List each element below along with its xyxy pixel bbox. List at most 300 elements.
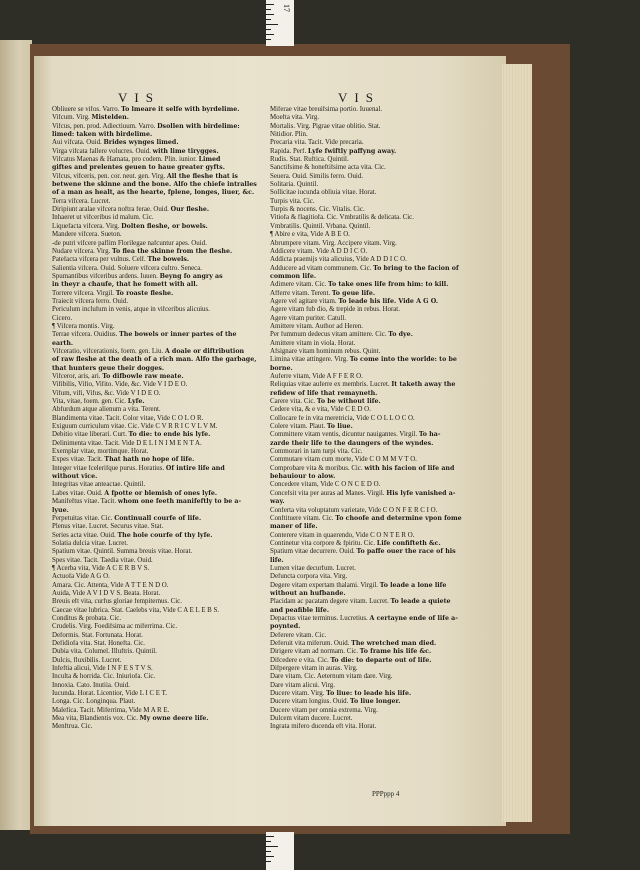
dictionary-line [270, 106, 475, 114]
latin-text: Vifum, vifi, Vifus, &c. Vide V I D E O. [52, 389, 161, 397]
dictionary-line [270, 323, 475, 331]
latin-text: Expes vitae. Tacit. [52, 456, 105, 464]
dictionary-line [52, 373, 257, 381]
latin-text: Innoxia. Cato. Inutiia. Ouid. [52, 681, 130, 689]
latin-text: Dubia vita. Columel. Illuftris. Quintil. [52, 648, 157, 656]
dictionary-line [52, 481, 257, 489]
blackletter-gloss: To paffe ouer the race of his [356, 548, 456, 556]
dictionary-line [52, 181, 257, 189]
blackletter-gloss: Lyfe. [127, 398, 145, 406]
latin-text: Auida, Vide A V I D V S. Beata. Horat. [52, 589, 161, 597]
latin-text: Amittere vitam in viola. Horat. [270, 339, 356, 347]
latin-text: Inhaeret ut vifceribus id malum. Cic. [52, 214, 154, 222]
dictionary-line [270, 623, 475, 631]
dictionary-line [270, 690, 475, 698]
latin-text: Conferta vita voluptatum varietate, Vide C O N F E R C I O. [270, 506, 438, 514]
latin-text: Ducere vitam. Virg. [270, 690, 327, 698]
dictionary-line [52, 340, 257, 348]
dictionary-line [52, 348, 257, 356]
latin-text: Placidam ac pacatam degere vitam. Lucret. [270, 598, 391, 606]
dictionary-line [270, 356, 475, 364]
blackletter-gloss: The bowels or inner partes of the [119, 331, 237, 339]
latin-text: Delinimenta vitae. Tacit. Vide D E L I N I M E N T A. [52, 439, 202, 447]
dictionary-line [52, 548, 257, 556]
latin-text: Integer vitae fcelerifque purus. Horatius. [52, 464, 166, 472]
dictionary-line [270, 607, 475, 615]
latin-text: Continetur vita corpore & fpiritu. Cic. [270, 539, 377, 547]
dictionary-line [52, 456, 257, 464]
dictionary-line [270, 231, 475, 239]
latin-text: Longa. Cic. Longinqua. Plaut. [52, 698, 136, 706]
dictionary-line [52, 598, 257, 606]
blackletter-gloss: All the fleshe that is [166, 172, 238, 180]
latin-text: Adimere vitam. Cic. [270, 281, 328, 289]
dictionary-line [52, 315, 257, 323]
latin-text: Torrere vifcera. Virgil. [52, 289, 116, 297]
dictionary-line [52, 323, 257, 331]
blackletter-gloss: and peafible life. [270, 606, 330, 614]
dictionary-line [52, 490, 257, 498]
dictionary-line [270, 306, 475, 314]
latin-text: Abrumpere vitam. Virg. Accipere vitam. Virg. [270, 239, 397, 247]
dictionary-line [270, 256, 475, 264]
latin-text: Malefica. Tacit. Miferrima, Vide M A R E. [52, 706, 170, 714]
dictionary-line [52, 615, 257, 623]
blackletter-gloss: A doale or diftribution [164, 347, 245, 355]
blackletter-gloss: To come into the worlde: to be [349, 356, 457, 364]
latin-text: Iucunda. Horat. Licentior, Vide L I C E T. [52, 690, 168, 698]
latin-text: Vifcus, pen. prod. Adiectiuum. Varro. [52, 122, 158, 130]
dictionary-line [270, 640, 475, 648]
latin-text: Miferae vitae breuifsima portio. Iuuenal. [270, 106, 383, 113]
latin-text: Nudare vifcera. Virg. [52, 247, 112, 255]
latin-text: Defuncta corpora vita. Virg. [270, 573, 348, 581]
dictionary-line [270, 698, 475, 706]
dictionary-line [52, 523, 257, 531]
dictionary-line [52, 507, 257, 515]
dictionary-line [52, 406, 257, 414]
dictionary-line [270, 565, 475, 573]
dictionary-line [52, 290, 257, 298]
blackletter-gloss: To flea the skinne from the fleshe. [111, 247, 233, 255]
dictionary-line [270, 682, 475, 690]
blackletter-gloss: way. [270, 498, 285, 506]
latin-text: Moefta vita. Virg. [270, 114, 320, 122]
latin-text: Depactus vitae terminus. Lucretius. [270, 614, 370, 622]
blackletter-gloss: zarde their life to the daungers of the wyndes. [270, 439, 434, 447]
blackletter-gloss: That hath no hope of life. [104, 456, 195, 464]
blackletter-gloss: Limed [198, 156, 221, 164]
latin-text: Integritas vitae anteactae. Quintil. [52, 481, 146, 489]
dictionary-line [270, 715, 475, 723]
dictionary-line [52, 223, 257, 231]
dictionary-line [52, 590, 257, 598]
dictionary-line [52, 673, 257, 681]
latin-text: Debitio vitae liberari. Curt. [52, 431, 129, 439]
dictionary-line [270, 657, 475, 665]
latin-text: Commorari in tam turpi vita. Cic. [270, 448, 363, 456]
dictionary-line [52, 582, 257, 590]
dictionary-line [270, 490, 475, 498]
blackletter-gloss: of a man as healt, as the hearte, fplene, longes, liuer, &c. [52, 189, 255, 197]
dictionary-line [270, 615, 475, 623]
latin-text: Rudis. Stat. Ruftica. Quintil. [270, 156, 349, 164]
latin-text: Terrae vifcera. Ouidius. [52, 331, 120, 339]
dictionary-line [52, 632, 257, 640]
latin-text: Difpergere vitam in auras. Virg. [270, 665, 358, 673]
latin-text: Turpis & nocens. Cic. Vitalis. Cic. [270, 206, 365, 214]
dictionary-line [270, 648, 475, 656]
blackletter-gloss: To liue longer. [350, 698, 401, 706]
latin-text: Obliuere se vifos. Varro. [52, 106, 122, 113]
latin-text: Exiguum curriculum vitae. Cic. Vide C V R R I C V L V M. [52, 423, 218, 431]
dictionary-line [52, 206, 257, 214]
dictionary-line [270, 340, 475, 348]
latin-text: Liquefacta vifcera. Virg. [52, 222, 122, 230]
latin-text: Precaria vita. Tacit. Vide precaria. [270, 139, 364, 147]
latin-text: Vifcus, vifceris, pen. cor. neut. gen. Virg. [52, 172, 167, 180]
blackletter-gloss: The hole courfe of thy lyfe. [117, 531, 213, 539]
latin-text: Lumen vitae decurfum. Lucret. [270, 564, 356, 572]
dictionary-line [52, 607, 257, 615]
latin-text: Afsignare vitam hominum rebus. Quint. [270, 347, 381, 355]
latin-text: Series acta vitae. Ouid. [52, 531, 118, 539]
dictionary-line [270, 465, 475, 473]
blackletter-gloss: It taketh away the [391, 381, 456, 389]
dictionary-line [270, 381, 475, 389]
dictionary-line [52, 690, 257, 698]
latin-text: Deferere vitam. Cic. [270, 631, 327, 639]
dictionary-line [270, 665, 475, 673]
left-running-head: VIS [118, 90, 160, 105]
latin-text: Ducere vitam per omnia extrema. Virg. [270, 706, 378, 714]
blackletter-gloss: maner of life. [270, 523, 318, 531]
blackletter-gloss: My owne deere life. [139, 715, 209, 723]
dictionary-line [52, 173, 257, 181]
dictionary-line [52, 723, 257, 731]
latin-text: Reliquias vitae auferre ex membris. Lucret. [270, 381, 392, 389]
dictionary-line [270, 515, 475, 523]
dictionary-line [52, 131, 257, 139]
latin-text: Concedere vitam, Vide C O N C E D O. [270, 481, 381, 489]
blackletter-gloss: Our fleshe. [170, 206, 210, 214]
dictionary-line [52, 248, 257, 256]
latin-text: Dare vitam. Cic. Aeternum vitam dare. Virg. [270, 673, 393, 681]
latin-text: Comprobare vita & moribus. Cic. [270, 464, 365, 472]
blackletter-gloss: To leade a quiete [390, 598, 451, 606]
ruler-label: 17 [282, 4, 291, 12]
dictionary-line [270, 123, 475, 131]
dictionary-line [52, 515, 257, 523]
dictionary-line [270, 707, 475, 715]
left-column [52, 106, 257, 732]
dictionary-line [270, 131, 475, 139]
blackletter-gloss: behauiour to alow. [270, 473, 336, 481]
latin-text: Conftituere vitam. Cic. [270, 514, 336, 522]
latin-text: Collocare fe in vita meretricia, Vide C O L L O C O. [270, 414, 415, 422]
latin-text: Vita, vitae, foem. gen. Cic. [52, 398, 128, 406]
dictionary-line [270, 390, 475, 398]
dictionary-line [52, 198, 257, 206]
dictionary-line [52, 657, 257, 665]
latin-text: Solitaria. Quintil. [270, 181, 319, 189]
dictionary-line [52, 390, 257, 398]
ruler-top [266, 0, 294, 46]
dictionary-line [270, 173, 475, 181]
dictionary-line [52, 148, 257, 156]
blackletter-gloss: To ha- [418, 431, 441, 439]
latin-text: Colere vitam. Plaut. [270, 423, 327, 431]
blackletter-gloss: To leade his life. Vide A G O. [338, 297, 439, 305]
dictionary-line [270, 440, 475, 448]
dictionary-line [270, 290, 475, 298]
dictionary-line [270, 523, 475, 531]
dictionary-line [270, 181, 475, 189]
dictionary-line [270, 448, 475, 456]
latin-text: Diripiunt aralae vifcera noftra ferae. Ouid. [52, 206, 171, 214]
dictionary-line [270, 548, 475, 556]
dictionary-line [270, 540, 475, 548]
dictionary-line [270, 281, 475, 289]
dictionary-line [52, 415, 257, 423]
dictionary-line [52, 540, 257, 548]
latin-text: Actuofa Vide A G O. [52, 573, 110, 581]
latin-text: Carere vita. Cic. [270, 398, 317, 406]
dictionary-line [52, 431, 257, 439]
dictionary-line [270, 223, 475, 231]
dictionary-line [270, 214, 475, 222]
blackletter-gloss: Dsollen with birdelime: [157, 122, 240, 130]
blackletter-gloss: Life confifteth &c. [376, 539, 441, 547]
latin-text: Agere vitam puriter. Catull. [270, 314, 346, 322]
dictionary-line [52, 715, 257, 723]
latin-text: Vmbratilis. Quintil. Vrbana. Quintil. [270, 222, 371, 230]
latin-text: Amittere vitam. Author ad Heren. [270, 322, 363, 330]
latin-text: Ducere vitam longius. Ouid. [270, 698, 350, 706]
blackletter-gloss: The wretched man died. [351, 640, 437, 647]
latin-text: Agere vel agitare vitam. [270, 297, 339, 305]
blackletter-gloss: of raw fleshe at the death of a rich man. Alfo the garbage, [52, 356, 257, 364]
latin-text: Breuis eft vita, curfus gloriae fempiternus. Cic. [52, 598, 182, 606]
latin-text: Amara. Cic. Attenta, Vide A T T E N D O. [52, 581, 169, 589]
latin-text: Ingrata mifero ducenda eft vita. Horat. [270, 723, 377, 731]
dictionary-line [270, 582, 475, 590]
latin-text: Dirigere vitam ad normam. Cic. [270, 648, 360, 656]
dictionary-line [52, 231, 257, 239]
latin-text: Periculum inclufum in venis, atque in vifceribus alicuius. [52, 306, 210, 314]
blackletter-gloss: Of intire life and [165, 464, 225, 472]
blackletter-gloss: without vice. [52, 473, 98, 481]
dictionary-line [270, 331, 475, 339]
dictionary-line [52, 565, 257, 573]
blackletter-gloss: A certayne ende of life a- [369, 614, 458, 622]
latin-text: Manifeftus vitae. Tacit. [52, 498, 118, 506]
blackletter-gloss: To difbowle raw meate. [102, 373, 184, 380]
latin-text: Exemplar vitae, mortimque. Horat. [52, 448, 149, 456]
dictionary-line [52, 532, 257, 540]
blackletter-gloss: Mistelden. [91, 114, 129, 122]
blackletter-gloss: without an hufbande. [270, 589, 346, 597]
blackletter-gloss: giftes and prelentes geuen to haue greater gyfts. [52, 164, 225, 172]
latin-text: Sollicitae iucunda obliuia vitae. Horat. [270, 189, 377, 197]
blackletter-gloss: His lyfe vanished a- [386, 489, 456, 497]
latin-text: Vifcum. Virg. [52, 114, 92, 122]
dictionary-line [270, 415, 475, 423]
dictionary-line [270, 265, 475, 273]
dictionary-line [270, 423, 475, 431]
latin-text: Perpetuitas vitae. Cic. [52, 514, 115, 522]
blackletter-gloss: To die: to departe out of life. [330, 656, 432, 664]
blackletter-gloss: betwene the skinne and the bone. Alfo the chiefe intralles [52, 181, 257, 189]
dictionary-line [52, 214, 257, 222]
latin-text: Plenus vitae. Lucret. Securus vitae. Stat. [52, 523, 164, 531]
blackletter-gloss: To dye. [388, 331, 413, 339]
blackletter-gloss: that hunters geue their dogges. [52, 364, 165, 372]
blackletter-gloss: To liue: to leade his life. [326, 690, 412, 698]
dictionary-line [270, 114, 475, 122]
blackletter-gloss: borne. [270, 364, 293, 372]
latin-text: Solatia dulcia vitae. Lucret. [52, 539, 128, 547]
dictionary-line [270, 156, 475, 164]
latin-text: Aui vifcata. Ouid. [52, 139, 104, 147]
latin-text: Defidiofa vita. Stat. Honefta. Cic. [52, 640, 145, 647]
dictionary-line [270, 507, 475, 515]
dictionary-line [52, 114, 257, 122]
dictionary-line [270, 632, 475, 640]
dictionary-line [270, 315, 475, 323]
latin-text: Conterere vitam in quaerendo, Vide C O N T E R O. [270, 531, 415, 539]
dictionary-line [270, 148, 475, 156]
latin-text: Afferre vitam. Terent. [270, 289, 332, 297]
latin-text: Limina vitae attingere. Virg. [270, 356, 350, 364]
latin-text: Salientia vifcera. Ouid. Soluere vifcera cultro. Seneca. [52, 264, 202, 272]
latin-text: Deferuit vita miferum. Ouid. [270, 640, 352, 647]
latin-text: Vifceratio, vifcerationis, foem. gen. Liu. [52, 347, 165, 355]
latin-text: Menftrua. Cic. [52, 723, 93, 731]
latin-text: ¶ Abire e vita, Vide A B E O. [270, 231, 350, 239]
latin-text: Spatium vitae. Quintil. Summa breuis vitae. Horat. [52, 548, 193, 556]
dictionary-line [270, 273, 475, 281]
latin-text: Spatium vitae decurrere. Ouid. [270, 548, 357, 556]
dictionary-line [270, 398, 475, 406]
latin-text: Addicta praemijs vita alicuius, Vide A D D I C O. [270, 256, 407, 264]
dictionary-line [52, 682, 257, 690]
latin-text: Patefacta vifcera per vulnus. Celf. [52, 256, 148, 264]
latin-text: Traiecit vifcera ferro. Ouid. [52, 297, 129, 305]
latin-text: Mea vita, Blandientis vox. Cic. [52, 715, 140, 723]
latin-text: Difcedere e vita. Cic. [270, 656, 331, 664]
latin-text: Commutare vitam cum morte, Vide C O M M V T O. [270, 456, 417, 464]
latin-text: Mandere vifcera. Sueton. [52, 231, 122, 239]
dictionary-line [270, 723, 475, 731]
dictionary-line [52, 465, 257, 473]
dictionary-line [52, 356, 257, 364]
blackletter-gloss: To geue life. [331, 289, 376, 297]
latin-text: Agere vitam fub dio, & trepide in rebus. Horat. [270, 306, 400, 314]
latin-text: Blandimenta vitae. Tacit. Color vitae, Vide C O L O R. [52, 414, 204, 422]
dictionary-line [52, 281, 257, 289]
blackletter-gloss: To roaste fleshe. [115, 289, 174, 297]
blackletter-gloss: limed: taken with birdelime. [52, 131, 153, 139]
dictionary-line [270, 456, 475, 464]
latin-text: Vifibilis, Vifio, Vifito. Vide, &c. Vide V I D E O. [52, 381, 188, 389]
dictionary-line [52, 265, 257, 273]
dictionary-line [270, 240, 475, 248]
blackletter-gloss: life. [270, 556, 284, 564]
blackletter-gloss: with lime tirygges. [152, 147, 219, 155]
dictionary-line [270, 532, 475, 540]
right-running-head: VIS [338, 90, 380, 105]
dictionary-line [52, 498, 257, 506]
dictionary-line [270, 406, 475, 414]
dictionary-line [270, 198, 475, 206]
latin-text: ¶ Acerba vita, Vide A C E R B V S. [52, 564, 150, 572]
dictionary-line [52, 306, 257, 314]
blackletter-gloss: To take ones life from him: to kill. [327, 281, 449, 289]
latin-text: Abfurdum atque alienum a vita. Terent. [52, 406, 161, 414]
dictionary-line [270, 431, 475, 439]
dictionary-line [270, 348, 475, 356]
page-fore-edge [502, 64, 532, 822]
blackletter-gloss: Continuall courfe of life. [114, 514, 202, 522]
dictionary-line [270, 365, 475, 373]
blackletter-gloss: The bowels. [147, 256, 190, 264]
latin-text: Seuera. Ouid. Similis ferro. Ouid. [270, 172, 364, 180]
dictionary-line [270, 498, 475, 506]
latin-text: Auferre vitam, Vide A F F E R O. [270, 373, 363, 380]
signature-mark: PPPppp 4 [372, 790, 400, 798]
latin-text: Caecae vitae lubrica. Stat. Caelebs vita, Vide C A E L E B S. [52, 606, 220, 614]
dictionary-line [270, 590, 475, 598]
dictionary-line [270, 189, 475, 197]
dictionary-line [52, 381, 257, 389]
dictionary-line [270, 373, 475, 381]
blackletter-gloss: To liue. [326, 423, 353, 431]
dictionary-line [270, 673, 475, 681]
blackletter-gloss: whom one feeth manifeftly to be a- [117, 498, 242, 506]
latin-text: Terra vifcera. Lucret. [52, 197, 111, 205]
blackletter-gloss: poynted. [270, 623, 301, 631]
dictionary-line [52, 623, 257, 631]
latin-text: Adducere ad vitam communem. Cic. [270, 264, 374, 272]
latin-text: Conditus & probata. Cic. [52, 614, 122, 622]
dictionary-line [52, 164, 257, 172]
blackletter-gloss: Brides wynges limed. [103, 139, 179, 147]
latin-text: Vifcatus Maenas & Hamata, pro codem. Plin. iunior. [52, 156, 199, 164]
latin-text: Nitidior. Plin. [270, 131, 308, 139]
dictionary-line [52, 573, 257, 581]
dictionary-line [270, 206, 475, 214]
blackletter-gloss: earth. [52, 339, 74, 347]
dictionary-line [270, 139, 475, 147]
dictionary-line [52, 365, 257, 373]
dictionary-line [52, 448, 257, 456]
latin-text: Vifceror, aris, ari. [52, 373, 103, 380]
latin-text: Committere vitam ventis, dicuntur nauigantes. Virgil. [270, 431, 419, 439]
ruler-bottom [266, 832, 294, 870]
dictionary-line [52, 698, 257, 706]
blackletter-gloss: Dolten fleshe, or bowels. [121, 222, 208, 230]
latin-text: Cicero. [52, 314, 73, 322]
dictionary-line [52, 557, 257, 565]
dictionary-line [270, 248, 475, 256]
latin-text: Addicere vitam. Vide A D D I C O. [270, 247, 368, 255]
dictionary-line [270, 598, 475, 606]
dictionary-line [270, 573, 475, 581]
dictionary-line [52, 440, 257, 448]
latin-text: Per fummum dedecus vitam amittere. Cic. [270, 331, 389, 339]
dictionary-line [52, 106, 257, 114]
